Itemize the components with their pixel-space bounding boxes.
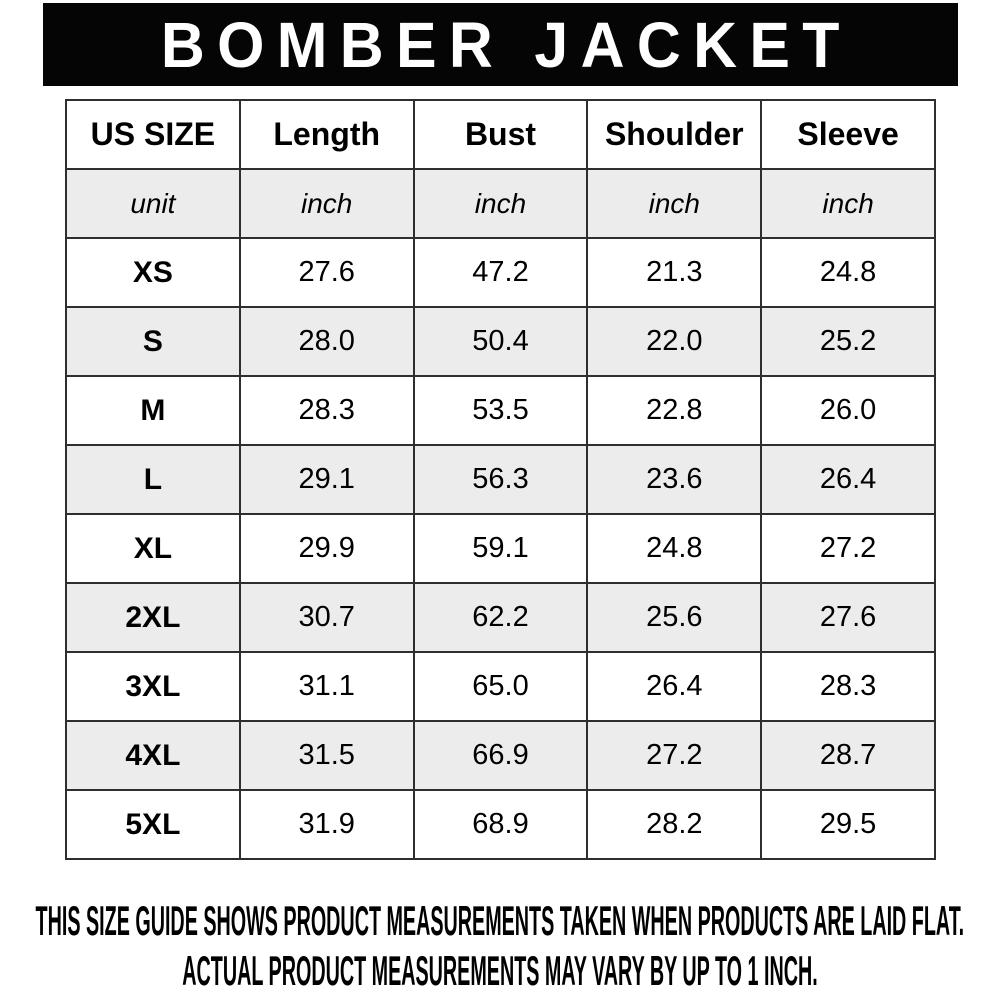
table-row-s	[66, 307, 935, 376]
value-cell: 28.7	[761, 721, 935, 790]
size-cell: XS	[66, 238, 240, 307]
size-cell: S	[66, 307, 240, 376]
unit-row	[66, 169, 935, 238]
value-cell: 23.6	[587, 445, 761, 514]
size-cell: 5XL	[66, 790, 240, 859]
value-cell: 29.9	[240, 514, 414, 583]
value-cell: 28.3	[761, 652, 935, 721]
column-header-length: Length	[240, 100, 414, 169]
column-header-shoulder: Shoulder	[587, 100, 761, 169]
value-cell: 29.5	[761, 790, 935, 859]
value-cell: 62.2	[414, 583, 588, 652]
table-row-xs	[66, 238, 935, 307]
value-cell: 26.4	[761, 445, 935, 514]
table-row-l	[66, 445, 935, 514]
footer-line-1	[0, 896, 1000, 946]
value-cell: 26.4	[587, 652, 761, 721]
value-cell: 27.2	[761, 514, 935, 583]
table-row-2xl	[66, 583, 935, 652]
size-cell: XL	[66, 514, 240, 583]
value-cell: 26.0	[761, 376, 935, 445]
value-cell: 65.0	[414, 652, 588, 721]
value-cell: 30.7	[240, 583, 414, 652]
value-cell: 22.8	[587, 376, 761, 445]
value-cell: 31.1	[240, 652, 414, 721]
table-row-4xl	[66, 721, 935, 790]
size-cell: 3XL	[66, 652, 240, 721]
value-cell: 25.6	[587, 583, 761, 652]
size-cell: 2XL	[66, 583, 240, 652]
value-cell: 27.6	[761, 583, 935, 652]
column-header-us-size: US SIZE	[66, 100, 240, 169]
value-cell: 28.3	[240, 376, 414, 445]
value-cell: 68.9	[414, 790, 588, 859]
footer-note-text-2: ACTUAL PRODUCT MEASUREMENTS MAY VARY BY UP TO 1 INCH.	[182, 947, 818, 994]
table-row-m	[66, 376, 935, 445]
size-chart-table	[65, 99, 936, 860]
value-cell: 47.2	[414, 238, 588, 307]
size-cell: M	[66, 376, 240, 445]
value-cell: 25.2	[761, 307, 935, 376]
value-cell: 27.2	[587, 721, 761, 790]
size-cell: 4XL	[66, 721, 240, 790]
title-bar	[43, 3, 958, 86]
value-cell: 66.9	[414, 721, 588, 790]
column-header-bust: Bust	[414, 100, 588, 169]
page-title: BOMBER JACKET	[161, 8, 853, 81]
table-row-xl	[66, 514, 935, 583]
value-cell: 29.1	[240, 445, 414, 514]
column-header-sleeve: Sleeve	[761, 100, 935, 169]
value-cell: 22.0	[587, 307, 761, 376]
unit-label-cell: unit	[66, 169, 240, 238]
value-cell: 21.3	[587, 238, 761, 307]
footer-note	[0, 896, 1000, 996]
unit-cell: inch	[761, 169, 935, 238]
value-cell: 24.8	[761, 238, 935, 307]
footer-note-text-1: THIS SIZE GUIDE SHOWS PRODUCT MEASUREMENTS TAKEN WHEN PRODUCTS ARE LAID FLAT.	[35, 897, 965, 944]
value-cell: 56.3	[414, 445, 588, 514]
table-row-3xl	[66, 652, 935, 721]
unit-cell: inch	[240, 169, 414, 238]
value-cell: 59.1	[414, 514, 588, 583]
value-cell: 50.4	[414, 307, 588, 376]
value-cell: 28.2	[587, 790, 761, 859]
value-cell: 28.0	[240, 307, 414, 376]
footer-line-2	[0, 946, 1000, 996]
table-header-row	[66, 100, 935, 169]
unit-cell: inch	[587, 169, 761, 238]
value-cell: 53.5	[414, 376, 588, 445]
value-cell: 24.8	[587, 514, 761, 583]
value-cell: 27.6	[240, 238, 414, 307]
table-row-5xl	[66, 790, 935, 859]
value-cell: 31.9	[240, 790, 414, 859]
value-cell: 31.5	[240, 721, 414, 790]
size-cell: L	[66, 445, 240, 514]
unit-cell: inch	[414, 169, 588, 238]
